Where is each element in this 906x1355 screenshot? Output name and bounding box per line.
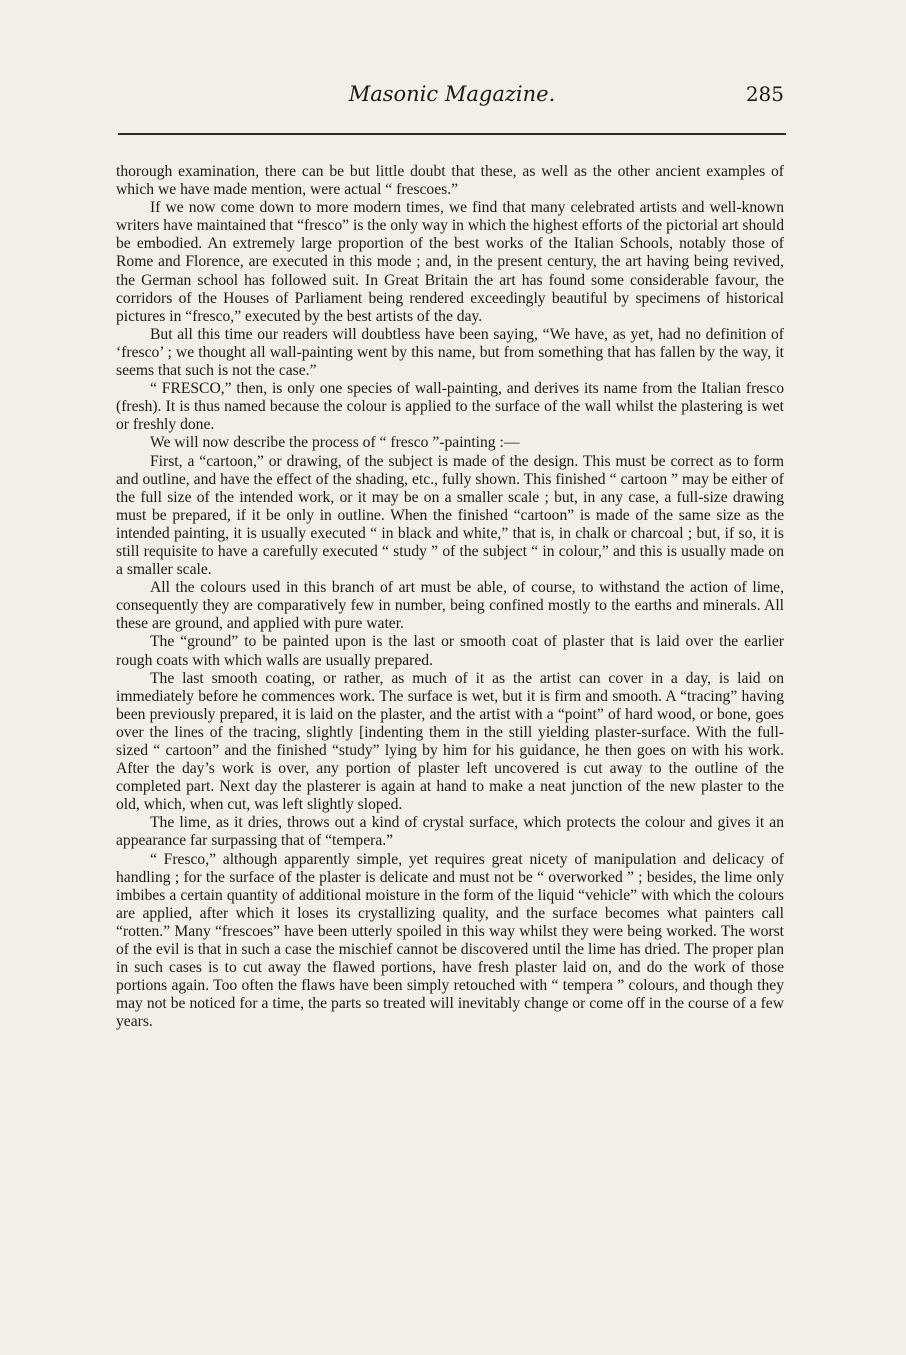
running-title: Masonic Magazine. <box>348 82 556 106</box>
paragraph: The last smooth coating, or rather, as much of it as the artist can cover in a day, is laid on immediately before he commences work. The surface is wet, but it is firm and smooth. A “tracing” having been previously prepared, it is laid on the plaster, and the artist with a “point” of hard wood, or bone, goes over the lines of the tracing, slightly [indenting them in the still yielding plaster-surface. With the full-sized “ cartoon” and the finished “study” lying by him for his guidance, he then goes on with his work. After the day’s work is over, any portion of plaster left uncovered is cut away to the outline of the completed part. Next day the plasterer is again at hand to make a neat junction of the new plaster to the old, which, when cut, was left slightly sloped. <box>116 669 784 814</box>
header-rule <box>118 133 786 135</box>
paragraph: “ FRESCO,” then, is only one species of wall-painting, and derives its name from the Italian fresco (fresh). It is thus named because the colour is applied to the surface of the wall whilst the plastering is wet or freshly done. <box>116 380 784 434</box>
paragraph: We will now describe the process of “ fresco ”-painting :— <box>150 434 520 452</box>
paragraph: First, a “cartoon,” or drawing, of the subject is made of the design. This must be correct as to form and outline, and have the effect of the shading, etc., fully shown. This finished “ cartoon ” may be either of the full size of the intended work, or it may be on a smaller scale ; but, in any case, a full-size drawing must be prepared, if it be only in outline. When the finished “cartoon” is made of the same size as the intended painting, it is usually executed “ in black and white,” that is, in chalk or charcoal ; but, if so, it is still requisite to have a carefully executed “ study ” of the subject “ in colour,” and this is usually made on a smaller scale. <box>116 452 784 579</box>
paragraph: The lime, as it dries, throws out a kind of crystal surface, which protects the colour and gives it an appearance far surpassing that of “tempera.” <box>116 814 784 850</box>
paragraph: But all this time our readers will doubtless have been saying, “We have, as yet, had no definition of ‘fresco’ ; we thought all wall-painting went by this name, but from something that has fallen by the way, it seems that such is not the case.” <box>116 325 784 380</box>
page-header <box>118 78 786 118</box>
paragraph: The “ground” to be painted upon is the last or smooth coat of plaster that is laid over the earlier rough coats with which walls are usually prepared. <box>116 633 784 669</box>
paragraph: If we now come down to more modern times, we find that many celebrated artists and well-known writers have maintained that “fresco” is the only way in which the highest efforts of the pictorial art should be embodied. An extremely large proportion of the best works of the Italian Schools, notably those of Rome and Florence, are executed in this mode ; and, in the present century, the art having being revived, the German school has followed suit. In Great Britain the art has found some considerable favour, the corridors of the Houses of Parliament being rendered exceedingly beautiful by specimens of historical pictures in “fresco,” executed by the best artists of the day. <box>116 199 784 325</box>
paragraph: thorough examination, there can be but little doubt that these, as well as the other ancient examples of which we have made mention, were actual “ frescoes.” <box>116 163 784 199</box>
article-body <box>116 163 784 1032</box>
paragraph: All the colours used in this branch of art must be able, of course, to withstand the action of lime, consequently they are comparatively few in number, being confined mostly to the earths and minerals. All these are ground, and applied with pure water. <box>116 579 784 633</box>
paragraph: “ Fresco,” although apparently simple, yet requires great nicety of manipulation and delicacy of handling ; for the surface of the plaster is delicate and must not be “ overworked ” ; besides, the lime only imbibes a certain quantity of additional moisture in the form of the liquid “vehicle” with which the colours are applied, after which it loses its crystallizing quality, and the surface becomes what painters call “rotten.” Many “frescoes” have been utterly spoiled in this way whilst they were being worked. The worst of the evil is that in such a case the mischief cannot be discovered until the lime has dried. The proper plan in such cases is to cut away the flawed portions, have fresh plaster laid on, and do the work of those portions again. Too often the flaws have been simply retouched with “ tempera ” colours, and though they may not be noticed for a time, the parts so treated will inevitably change or come off in the course of a few years. <box>116 850 784 1031</box>
page-number: 285 <box>745 82 784 106</box>
